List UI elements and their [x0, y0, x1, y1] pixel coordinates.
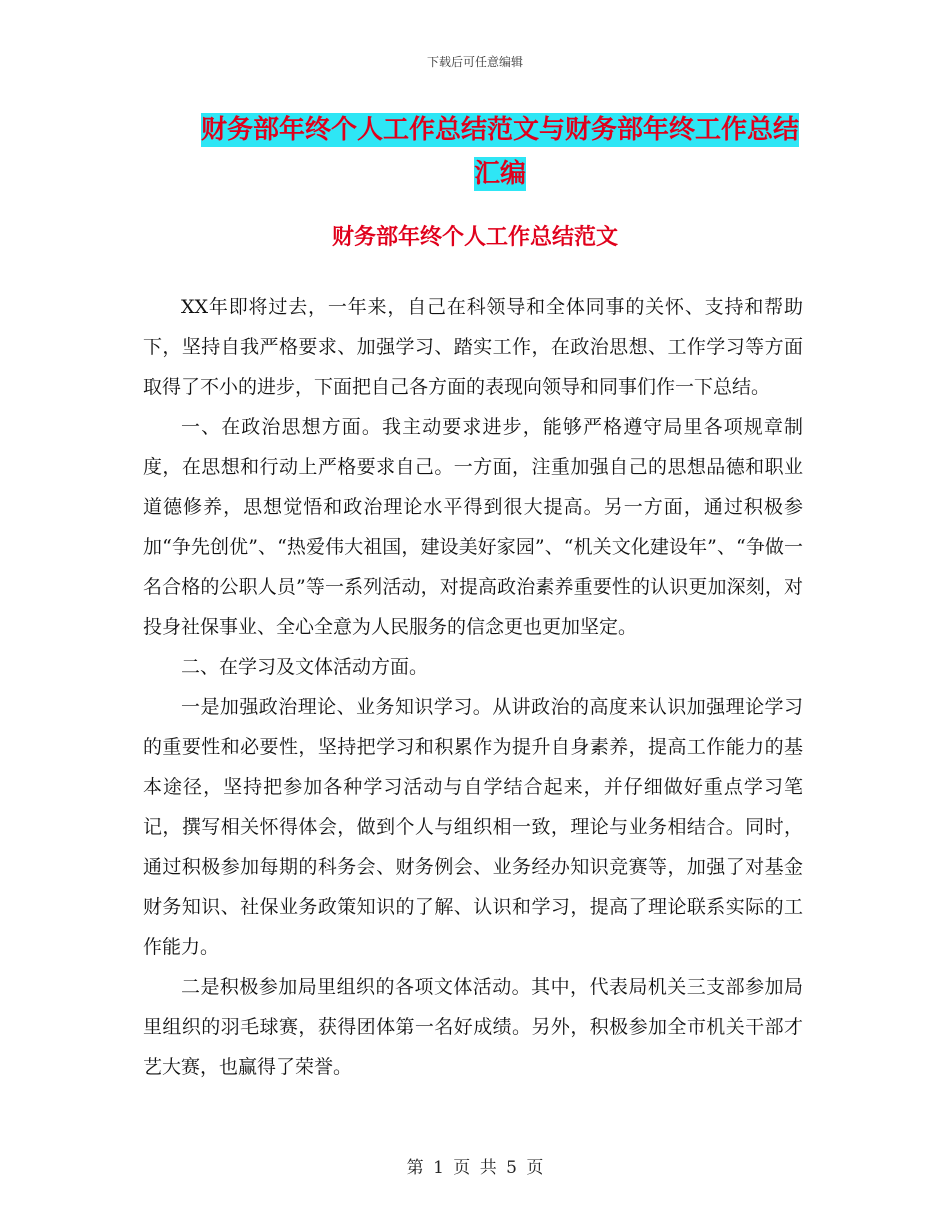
paragraph-study-theory: 一是加强政治理论、业务知识学习。从讲政治的高度来认识加强理论学习的重要性和必要性，坚持把学习和积累作为提升自身素养，提高工作能力的基本途径，坚持把参加各种学习活动与自学结合起来，并仔细做好重点学习笔记，撰写相关怀得体会，做到个人与组织相一致，理论与业务相结合。同时，通过积极参加每期的科务会、财务例会、业务经办知识竞赛等，加强了对基金财务知识、社保业务政策知识的了解、认识和学习，提高了理论联系实际的工作能力。 — [143, 696, 803, 958]
document-body — [143, 287, 803, 1087]
paragraph-study-heading: 二、在学习及文体活动方面。 — [181, 656, 429, 678]
page-number: 第 1 页 共 5 页 — [406, 1158, 544, 1178]
document-title — [150, 108, 850, 196]
document-title-line-2: 汇编 — [473, 159, 526, 189]
section-title: 财务部年终个人工作总结范文 — [331, 225, 618, 250]
paragraph-activities: 二是积极参加局里组织的各项文体活动。其中，代表局机关三支部参加局里组织的羽毛球赛，获得团体第一名好成绩。另外，积极参加全市机关干部才艺大赛，也赢得了荣誉。 — [143, 976, 803, 1078]
document-title-line-1: 财务部年终个人工作总结范文与财务部年终工作总结 — [200, 115, 799, 145]
page-header-note: 下载后可任意编辑 — [426, 55, 523, 69]
paragraph-political: 一、在政治思想方面。我主动要求进步，能够严格遵守局里各项规章制度，在思想和行动上严格要求自己。一方面，注重加强自己的思想品德和职业道德修养，思想觉悟和政治理论水平得到很大提高。另一方面，通过积极参加“争先创优”、“热爱伟大祖国，建设美好家园”、“机关文化建设年”、“争做一名合格的公职人员”等一系列活动，对提高政治素养重要性的认识更加深刻，对投身社保事业、全心全意为人民服务的信念更也更加坚定。 — [143, 416, 803, 638]
paragraph-intro: XX年即将过去，一年来，自己在科领导和全体同事的关怀、支持和帮助下，坚持自我严格要求、加强学习、踏实工作，在政治思想、工作学习等方面取得了不小的进步，下面把自己各方面的表现向领导和同事们作一下总结。 — [143, 296, 803, 398]
